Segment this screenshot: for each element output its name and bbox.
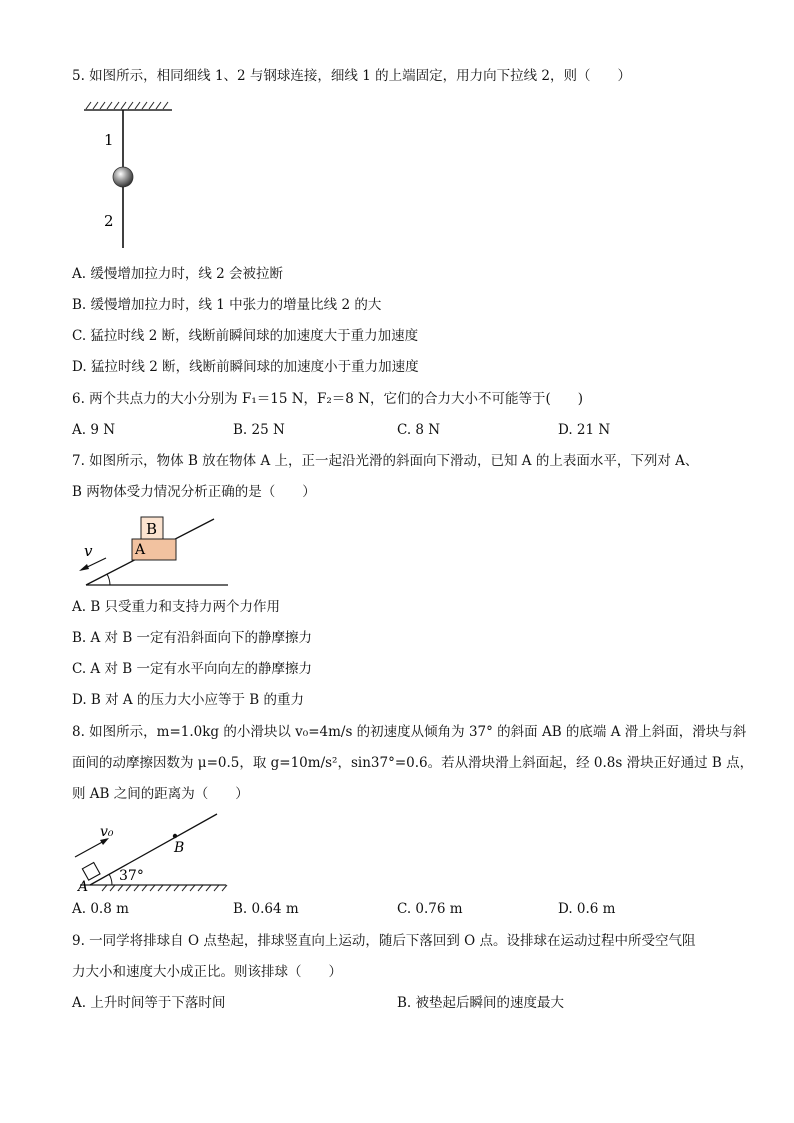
q7-figure [72, 512, 232, 592]
q7-option-b: B. A 对 B 一定有沿斜面向下的静摩擦力 [72, 630, 313, 646]
label-block-b: B [146, 520, 158, 538]
q6-option-d: D. 21 N [558, 422, 611, 438]
q5-stem: 5. 如图所示，相同细线 1、2 与钢球连接，细线 1 的上端固定，用力向下拉线 2，则（ ） [72, 68, 631, 84]
q7-option-d: D. B 对 A 的压力大小应等于 B 的重力 [72, 692, 304, 708]
ceiling-hatch [84, 102, 172, 110]
ground-hatch [80, 885, 227, 891]
initial-velocity-arrow [75, 840, 106, 857]
q8-option-c: C. 0.76 m [397, 901, 463, 917]
q5-option-b: B. 缓慢增加拉力时，线 1 中张力的增量比线 2 的大 [72, 297, 382, 313]
q9-option-b: B. 被垫起后瞬间的速度最大 [397, 995, 565, 1011]
q8-option-d: D. 0.6 m [558, 901, 616, 917]
q8-stem-line1: 8. 如图所示，m=1.0kg 的小滑块以 v₀=4m/s 的初速度从倾角为 37° 的斜面 AB 的底端 A 滑上斜面，滑块与斜 [72, 724, 747, 740]
q8-stem-line2: 面间的动摩擦因数为 μ=0.5，取 g=10m/s²，sin37°=0.6。若从滑块滑上斜面起，经 0.8s 滑块正好通过 B 点， [72, 755, 754, 771]
q8-figure [72, 812, 232, 897]
slope-angle-arc [109, 874, 112, 885]
label-thread-2: 2 [104, 212, 114, 230]
incline-angle-arc [107, 574, 110, 585]
label-point-a: A [78, 879, 89, 895]
label-thread-1: 1 [104, 131, 114, 149]
q5-option-c: C. 猛拉时线 2 断，线断前瞬间球的加速度大于重力加速度 [72, 328, 419, 344]
label-v0: v₀ [100, 824, 114, 840]
q8-option-a: A. 0.8 m [72, 901, 129, 917]
q6-option-c: C. 8 N [397, 422, 441, 438]
q5-figure [80, 98, 180, 253]
q7-option-c: C. A 对 B 一定有水平向向左的静摩擦力 [72, 661, 312, 677]
q7-option-a: A. B 只受重力和支持力两个力作用 [72, 599, 281, 615]
q9-stem-line1: 9. 一同学将排球自 O 点垫起，排球竖直向上运动，随后下落回到 O 点。设排球在运动过程中所受空气阻 [72, 933, 696, 949]
q6-stem: 6. 两个共点力的大小分别为 F₁＝15 N，F₂＝8 N，它们的合力大小不可能等于( ) [72, 391, 584, 407]
q7-stem-line1: 7. 如图所示，物体 B 放在物体 A 上，正一起沿光滑的斜面向下滑动，已知 A 的上表面水平，下列对 A、 [72, 453, 699, 469]
q6-option-b: B. 25 N [233, 422, 285, 438]
point-b [173, 834, 177, 838]
q5-option-d: D. 猛拉时线 2 断，线断前瞬间球的加速度小于重力加速度 [72, 359, 419, 375]
velocity-arrowhead [79, 564, 89, 571]
q7-stem-line2: B 两物体受力情况分析正确的是（ ） [72, 484, 316, 500]
q8-stem-line3: 则 AB 之间的距离为（ ） [72, 786, 249, 802]
label-velocity: v [84, 542, 93, 560]
q6-option-a: A. 9 N [72, 422, 116, 438]
q9-option-a: A. 上升时间等于下落时间 [72, 995, 226, 1011]
label-point-b: B [174, 840, 185, 856]
q9-stem-line2: 力大小和速度大小成正比。则该排球（ ） [72, 964, 342, 980]
label-angle: 37° [119, 868, 144, 884]
q8-option-b: B. 0.64 m [233, 901, 299, 917]
label-block-a: A [135, 542, 146, 558]
slider-block [82, 862, 100, 880]
steel-ball [113, 167, 133, 187]
q5-option-a: A. 缓慢增加拉力时，线 2 会被拉断 [72, 266, 284, 282]
